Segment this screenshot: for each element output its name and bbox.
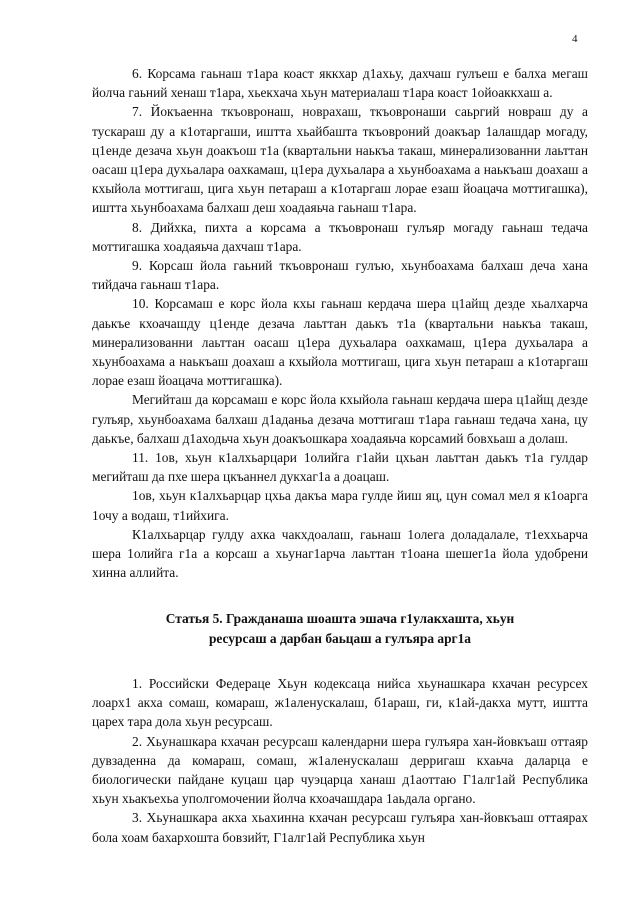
paragraph-8: 8. Дийхка, пихта а корсама а ткъовронаш гулъяр могаду гаьнаш тедача моттигашка хоадаяьча дахчаш т1ара.	[92, 219, 588, 254]
paragraph-9: 9. Корсаш йола гаьний ткъовронаш гулъю, хьунбоахама балхаш деча хана тийдача гаьнаш т1ара.	[92, 258, 588, 293]
paragraph-10-continued: Мегийташ да корсамаш е корс йола кхыйола гаьнаш кердача шера ц1айщ дезде гулъяр, хьунбоахама балхаш д1аданьа дезача моттигаш т1ара гаьнаш тедача хана, цу даькъе, балхаш д1аходьча хьун доакъошкара хоадаяьча корсамий бовхьаш а долаш.	[92, 392, 588, 446]
paragraph-6: 6. Корсама гаьнаш т1ара коаст яккхар д1ахьу, дахчаш гулъеш е балха мегаш йолча гаьний хенаш т1ара, хьекхача хьун материалаш т1ара коаст 1ойоаккхаш а.	[92, 66, 588, 101]
section-title-line-1: Статья 5. Гражданаша шоашта эшача г1улакхашта, хьун	[165, 611, 515, 627]
paragraph-10: 10. Корсамаш е корс йола кхы гаьнаш кердача шера ц1айщ дезде хьалхарча даькъе кхоачашду ц1енде дезача лаьттан даькъ т1а (квартальни наькъа такаш, минерализованни лаьттан оасаш ц1ера духьалара оахкамаш, ц1ера духьалара а хьунбоахама а наькъаш доахаш а кхыйола моттигаш, цига хьун петараш а к1отаргаш лорае езаш йоацача моттигашка).	[92, 296, 588, 389]
section-title	[92, 609, 588, 647]
paragraph-7: 7. Йокъаенна ткъовронаш, новрахаш, ткъовронаши саьргий новраш ду а тускараш ду а к1отаргаши, иштта хьайбашта ткъовроний доакъар 1алашдар могаду, ц1енде дезача хьун доакъош т1а (квартальни наькъа такаш, минерализованни лаьттан оасаш ц1ера духьалара оахкамаш, ц1ера духьалара а хьунбоахама а наькъаш доахаш а кхыйола моттигаш, цига хьун петараш а к1отаргаш лорае езаш йоацача моттигашка), иштта хьунбоахама балхаш деш хоадаяьча гаьнаш т1ара.	[92, 104, 588, 216]
paragraph-11-note: 1ов, хьун к1алхьарцар цхьа дакъа мара гулде йиш яц, цун сомал мел я к1оарга 1очу а водаш, т1ийхига.	[92, 488, 588, 523]
document-body	[92, 64, 588, 847]
page-number: 4	[572, 33, 578, 45]
article5-paragraph-1: 1. Российски Федераце Хьун кодексаца нийса хьунашкара кхачан ресурсех лоарх1 акха сомаш, комараш, ж1аленускалаш, б1араш, ги, к1ай-дакха мутт, иштта царех тара дола хьун ресурсаш.	[92, 675, 588, 730]
paragraph-11: 11. 1ов, хьун к1алхьарцари 1олийга г1айи цхьан лаьттан даькъ т1а гулдар мегийташ да пхе шера цкъаннел дукхаг1а а доацаш.	[92, 450, 588, 485]
section-title-line-2: ресурсаш а дарбан баьцаш а гулъяра арг1а	[208, 630, 472, 646]
paragraph-11-collection: К1алхьарцар гулду ахка чакхдоалаш, гаьнаш 1олега доладалале, т1еххьарча шера 1олийга г1а а корсаш а хьунаг1арча лаьттан т1оана шешег1а йола удобрени хинна аллийта.	[92, 526, 588, 581]
article5-paragraph-2: 2. Хьунашкара кхачан ресурсаш календарни шера гулъяра хан-йовкъаш оттаяр дувзаденна да комараш, сомаш, ж1аленускалаш дерригаш кхаьча даларца е биологически пайдане куцаш цар чуэцарца ханаш д1аоттаю Г1алг1ай Республика хьун хьакъехьа уполгомочении йолча кхоачашдара 1аьдала органо.	[92, 733, 588, 807]
article5-paragraph-3: 3. Хьунашкара акха хьахинна кхачан ресурсаш гулъяра хан-йовкъаш оттаярах бола хоам бахархошта бовзийт, Г1алг1ай Республика хьун	[92, 810, 588, 845]
